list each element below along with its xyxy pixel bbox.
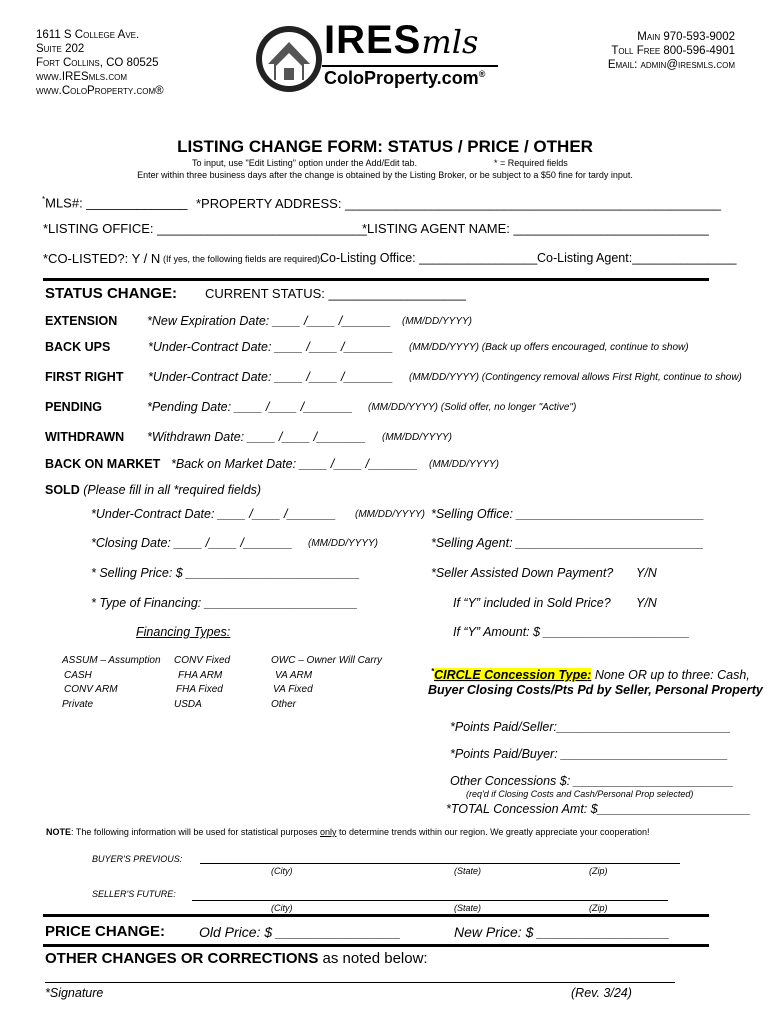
extension-date-format: (MM/DD/YYYY)	[402, 316, 472, 327]
required-note: * = Required fields	[494, 158, 568, 168]
total-concession-amount-field[interactable]: *TOTAL Concession Amt: $______________________	[446, 802, 751, 816]
back-on-market-label: BACK ON MARKET	[45, 457, 161, 471]
address-line-3: Fort Collins, CO 80525	[36, 57, 159, 69]
house-emblem-icon	[254, 24, 324, 94]
main-phone: Main 970-593-9002	[637, 31, 735, 43]
logo-site-text: ColoProperty.com	[324, 68, 479, 88]
revision-label: (Rev. 3/24)	[571, 986, 632, 1000]
signature-label: *Signature	[45, 986, 104, 1000]
buyers-previous-line[interactable]	[200, 863, 680, 864]
instruction-line-2: Enter within three business days after the change is obtained by the Listing Broker, or be subject to a $50 fine for tardy input.	[137, 170, 633, 180]
pending-date-field[interactable]: *Pending Date: ____ /____ /_______	[147, 400, 353, 414]
buyers-zip-label: (Zip)	[589, 866, 608, 876]
concession-options-2: Buyer Closing Costs/Pts Pd by Seller, Personal Property	[428, 683, 763, 697]
withdrawn-date-format: (MM/DD/YYYY)	[382, 432, 452, 443]
closing-date-field[interactable]: *Closing Date: ____ /____ /_______	[91, 536, 293, 550]
new-expiration-date-field[interactable]: *New Expiration Date: ____ /____ /_______	[147, 314, 391, 328]
fin-type-fha-fixed: FHA Fixed	[176, 684, 223, 695]
concession-colon: :	[587, 668, 592, 683]
sold-section-header	[45, 483, 261, 497]
concession-type-line-1	[431, 667, 750, 682]
website-link[interactable]: www.IRESmls.com	[36, 71, 127, 83]
if-y-included-yn[interactable]: Y/N	[636, 596, 657, 610]
other-concessions-field[interactable]: Other Concessions $: _______________________	[450, 774, 734, 788]
withdrawn-date-field[interactable]: *Withdrawn Date: ____ /____ /_______	[147, 430, 366, 444]
buyers-city-label: (City)	[271, 866, 293, 876]
buyers-previous-label: BUYER'S PREVIOUS:	[92, 854, 183, 864]
other-changes-label: OTHER CHANGES OR CORRECTIONS	[45, 950, 319, 967]
fin-type-assum: ASSUM – Assumption	[62, 655, 161, 666]
fin-type-private: Private	[62, 698, 94, 710]
concession-star: *	[431, 667, 435, 676]
logo-wordmark	[324, 18, 478, 63]
financing-types-col-1	[62, 654, 161, 712]
seller-assisted-down-payment-label: *Seller Assisted Down Payment?	[431, 566, 614, 580]
logo-site	[324, 68, 485, 89]
type-of-financing-field[interactable]: * Type of Financing: ______________________	[91, 596, 358, 610]
mls-number-field[interactable]	[42, 195, 188, 210]
sellers-city-label: (City)	[271, 903, 293, 913]
sold-note: (Please fill in all *required fields)	[83, 483, 262, 497]
mls-number-label: MLS#: ______________	[45, 195, 188, 211]
sellers-future-label: SELLER'S FUTURE:	[92, 889, 176, 899]
back-ups-label: BACK UPS	[45, 340, 111, 354]
sold-uc-date-format: (MM/DD/YYYY)	[355, 509, 425, 520]
note-label: NOTE	[46, 827, 72, 837]
office-address	[36, 28, 164, 98]
status-change-heading: STATUS CHANGE:	[45, 285, 177, 302]
other-concessions-note: (req'd if Closing Costs and Cash/Personal Prop selected)	[466, 789, 694, 799]
first-right-date-field[interactable]: *Under-Contract Date: ____ /____ /_______	[148, 370, 394, 384]
sellers-state-label: (State)	[454, 903, 482, 913]
fin-type-va-fixed: VA Fixed	[273, 684, 313, 695]
circle-concession-type-label: CIRCLE Concession Type	[434, 668, 588, 683]
co-listed-note: (If yes, the following fields are required):	[163, 254, 323, 264]
property-address-field[interactable]: *PROPERTY ADDRESS: ____________________________________________________	[196, 196, 722, 211]
email-address[interactable]: Email: admin@iresmls.com	[607, 59, 735, 71]
co-listed-field[interactable]: *CO-LISTED?: Y / N	[43, 251, 161, 266]
back-on-market-date-format: (MM/DD/YYYY)	[429, 459, 499, 470]
concession-options-1: None OR up to three: Cash,	[591, 668, 750, 683]
sold-under-contract-date-field[interactable]: *Under-Contract Date: ____ /____ /_______	[91, 507, 337, 521]
fin-type-owc: OWC – Owner Will Carry	[271, 655, 383, 666]
form-title: LISTING CHANGE FORM: STATUS / PRICE / OTHER	[177, 137, 593, 156]
logo-reg-mark: ®	[478, 69, 486, 79]
listing-office-field[interactable]: *LISTING OFFICE: _____________________________	[43, 221, 367, 236]
withdrawn-label: WITHDRAWN	[45, 430, 125, 444]
fin-type-conv-fixed: CONV Fixed	[174, 655, 231, 666]
address-line-1: 1611 S College Ave.	[36, 29, 140, 41]
sold-label: SOLD	[45, 483, 80, 497]
selling-agent-field[interactable]: *Selling Agent: ___________________________	[431, 536, 704, 550]
financing-types-heading: Financing Types:	[136, 625, 231, 639]
back-ups-date-field[interactable]: *Under-Contract Date: ____ /____ /_______	[148, 340, 394, 354]
section-divider	[43, 278, 709, 281]
required-star: *	[42, 195, 46, 204]
if-y-included-label: If “Y” included in Sold Price?	[453, 596, 611, 610]
first-right-note: (MM/DD/YYYY) (Contingency removal allows First Right, continue to show)	[409, 372, 742, 383]
price-divider-top	[43, 914, 709, 917]
price-divider-bottom	[43, 944, 709, 947]
other-changes-suffix: as noted below:	[318, 950, 428, 967]
other-changes-heading	[45, 950, 428, 967]
note-text-after: to determine trends within our region. We greatly appreciate your cooperation!	[336, 827, 650, 837]
sellers-future-line[interactable]	[192, 900, 668, 901]
back-ups-note: (MM/DD/YYYY) (Back up offers encouraged, continue to show)	[409, 342, 689, 353]
pending-note: (MM/DD/YYYY) (Solid offer, no longer "Active")	[368, 402, 577, 413]
back-on-market-date-field[interactable]: *Back on Market Date: ____ /____ /_______	[171, 457, 418, 471]
first-right-label: FIRST RIGHT	[45, 370, 124, 384]
if-y-amount-field[interactable]: If “Y” Amount: $ _____________________	[453, 625, 690, 639]
sellers-zip-label: (Zip)	[589, 903, 608, 913]
selling-price-field[interactable]: * Selling Price: $ _________________________	[91, 566, 360, 580]
instruction-line-1: To input, use "Edit Listing" option under the Add/Edit tab.	[192, 158, 418, 168]
fin-type-conv-arm: CONV ARM	[64, 684, 118, 695]
fin-type-usda: USDA	[174, 698, 202, 710]
other-changes-line[interactable]	[45, 982, 675, 983]
current-status-field[interactable]: CURRENT STATUS: ___________________	[205, 286, 466, 301]
ires-mls-logo	[254, 18, 504, 100]
logo-mls-text: mls	[421, 23, 479, 61]
co-listing-office-field[interactable]: Co-Listing Office: _________________	[320, 251, 538, 265]
fin-type-cash: CASH	[64, 669, 92, 681]
extension-label: EXTENSION	[45, 314, 118, 328]
selling-office-field[interactable]: *Selling Office: ___________________________	[431, 507, 705, 521]
coloproperty-link[interactable]: www.ColoProperty.com®	[36, 85, 164, 97]
financing-types-col-3	[271, 654, 382, 712]
fin-type-va-arm: VA ARM	[275, 669, 313, 681]
logo-ires-text: IRES	[324, 18, 422, 62]
points-paid-buyer-field[interactable]: *Points Paid/Buyer: ________________________	[450, 747, 729, 761]
note-only: only	[319, 827, 337, 837]
contact-block	[608, 30, 735, 72]
price-change-heading: PRICE CHANGE:	[45, 923, 166, 940]
pending-label: PENDING	[45, 400, 102, 414]
financing-types-col-2	[174, 654, 230, 712]
old-price-field[interactable]: Old Price: $ ________________	[199, 924, 401, 940]
new-price-field[interactable]: New Price: $ _________________	[454, 924, 670, 940]
statistics-note	[46, 827, 650, 837]
points-paid-seller-field[interactable]: *Points Paid/Seller:_________________________	[450, 720, 731, 734]
fin-type-other: Other	[271, 698, 297, 710]
listing-agent-field[interactable]: *LISTING AGENT NAME: ___________________________	[362, 221, 709, 236]
note-text-before: : The following information will be used for statistical purposes	[71, 827, 320, 837]
buyers-state-label: (State)	[454, 866, 482, 876]
seller-assisted-yn[interactable]: Y/N	[636, 566, 657, 580]
fin-type-fha-arm: FHA ARM	[178, 669, 223, 681]
toll-free-phone: Toll Free 800-596-4901	[611, 45, 735, 57]
address-line-2: Suite 202	[36, 43, 85, 55]
closing-date-format: (MM/DD/YYYY)	[308, 538, 378, 549]
co-listing-agent-field[interactable]: Co-Listing Agent:_______________	[537, 251, 737, 265]
